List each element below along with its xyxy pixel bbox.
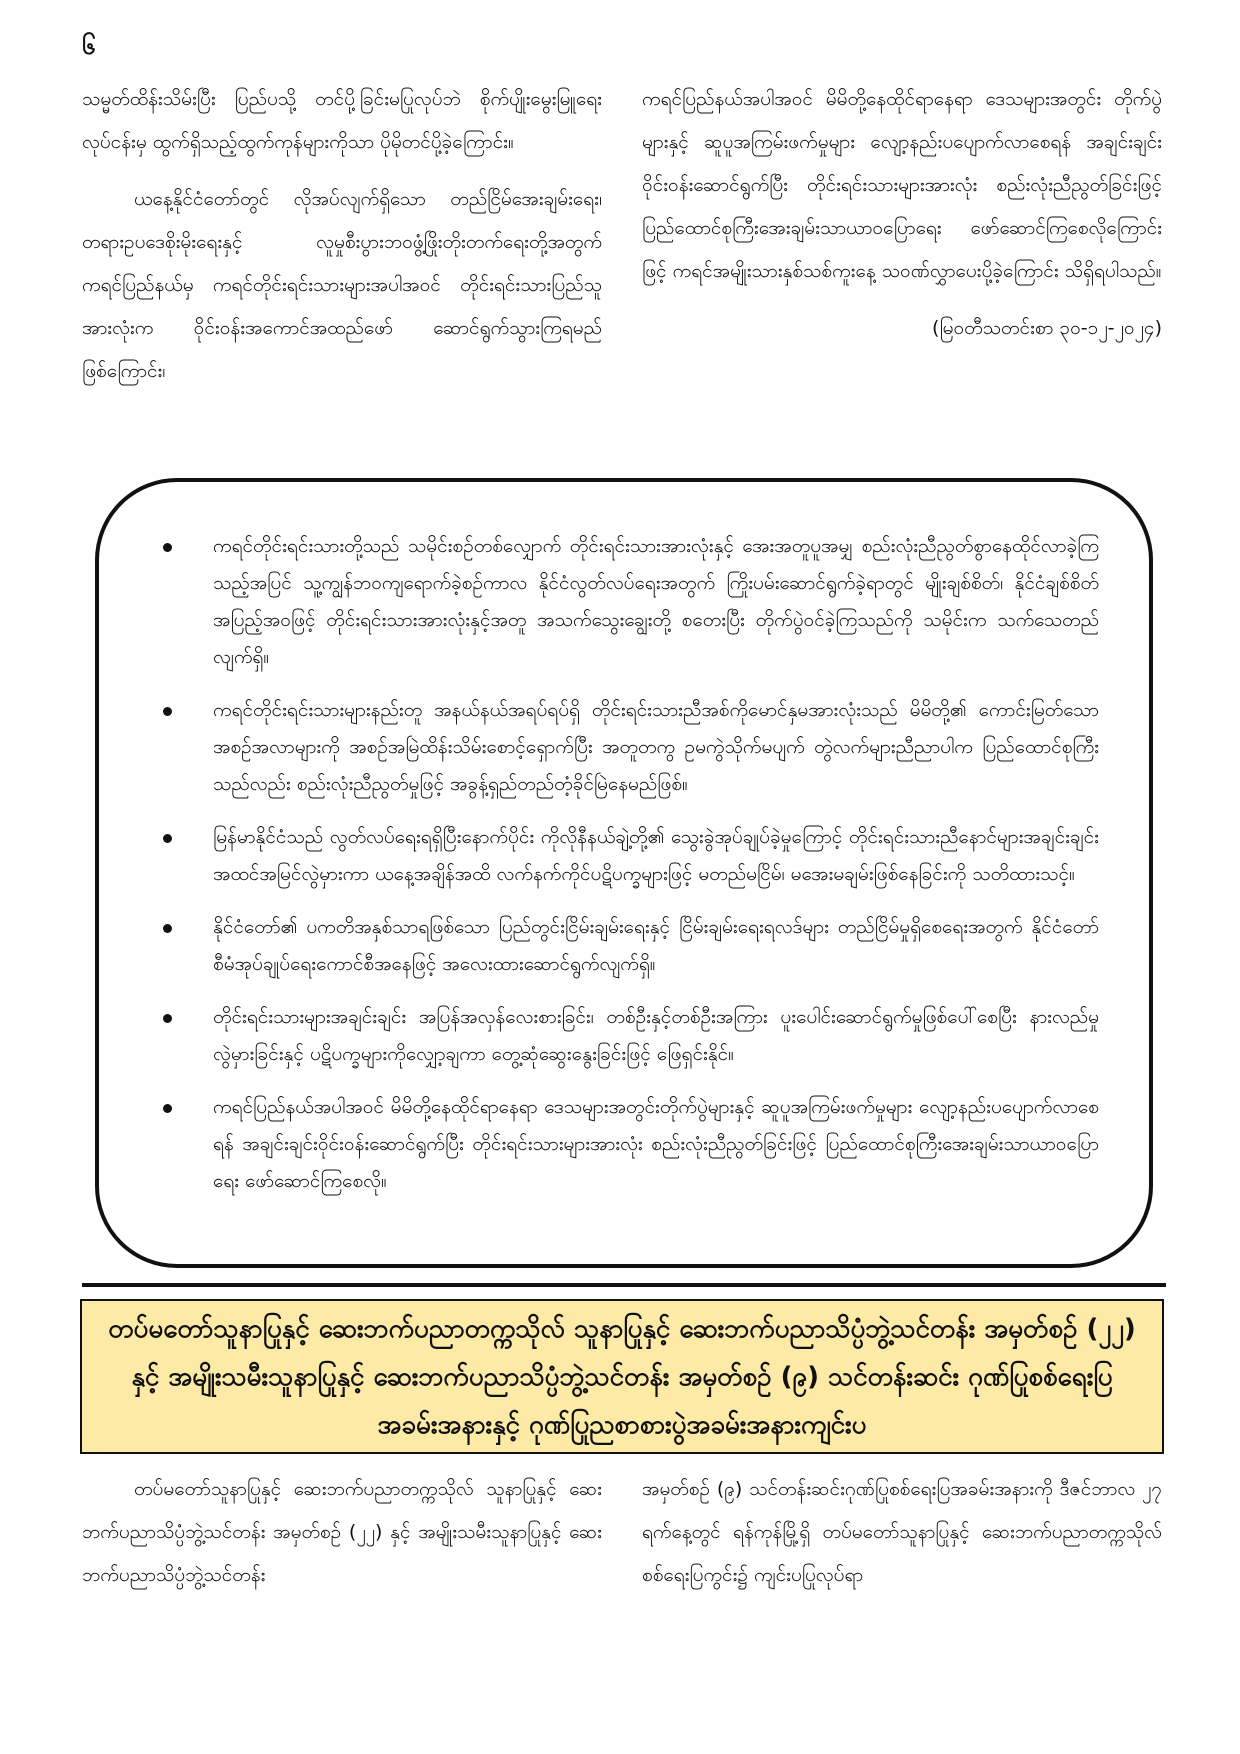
paragraph: တပ်မတော်သူနာပြုနှင့် ဆေးဘက်ပညာတက္ကသိုလ် သူနာပြုနှင့် ဆေးဘက်ပညာသိပ္ပံဘွဲ့သင်တန်း အမှတ်စဉ် (၂၂) နှင့် အမျိုးသမီးသူနာပြုနှင့် ဆေးဘက်ပညာသိပ္ပံဘွဲ့သင်တန်း — [82, 1478, 602, 1586]
list-item — [149, 999, 1099, 1073]
headline-title: တပ်မတော်သူနာပြုနှင့် ဆေးဘက်ပညာတက္ကသိုလ် သူနာပြုနှင့် ဆေးဘက်ပညာသိပ္ပံဘွဲ့သင်တန်း အမှတ်စဉ် (၂၂) နှင့် အမျိုးသမီးသူနာပြုနှင့် ဆေးဘက်ပညာသိပ္ပံဘွဲ့သင်တန်း အမှတ်စဉ် (၉) သင်တန်းဆင်း ဂုဏ်ပြုစစ်ရေးပြအခမ်းအနားနှင့် ဂုဏ်ပြုညစာစားပွဲအခမ်းအနားကျင်းပ — [108, 1313, 1136, 1440]
paragraph: အမှတ်စဉ် (၉) သင်တန်းဆင်းဂုဏ်ပြုစစ်ရေးပြအခမ်းအနားကို ဒီဇင်ဘာလ ၂၇ ရက်နေ့တွင် ရန်ကုန်မြို့ရှိ တပ်မတော်သူနာပြုနှင့် ဆေးဘက်ပညာတက္ကသိုလ် စစ်ရေးပြကွင်း၌ ကျင်းပပြုလုပ်ရာ — [642, 1478, 1162, 1586]
list-item-text: တိုင်းရင်းသားများအချင်းချင်း အပြန်အလှန်လေးစားခြင်း၊ တစ်ဦးနှင့်တစ်ဦးအကြား ပူးပေါင်းဆောင်ရွက်မှုဖြစ်ပေါ်စေပြီး နားလည်မှုလွဲမှားခြင်းနှင့် ပဋိပက္ခများကိုလျှော့ချကာ တွေ့ဆုံဆွေးနွေးခြင်းဖြင့် ဖြေရှင်းနိုင်။ — [213, 1006, 1099, 1065]
list-item-text: ကရင်ပြည်နယ်အပါအဝင် မိမိတို့နေထိုင်ရာနေရာ ဒေသများအတွင်းတိုက်ပွဲများနှင့် ဆူပူအကြမ်းဖက်မှုများ လျော့နည်းပပျောက်လာစေရန် အချင်းချင်းဝိုင်းဝန်းဆောင်ရွက်ပြီး တိုင်းရင်းသားများအားလုံး စည်းလုံးညီညွတ်ခြင်းဖြင့် ပြည်ထောင်စုကြီးအေးချမ်းသာယာဝပြောရေး ဖော်ဆောင်ကြစေလို။ — [213, 1096, 1099, 1192]
bottom-left-column — [82, 1468, 602, 1738]
bullet-icon — [163, 543, 172, 552]
bullet-icon — [163, 834, 172, 843]
list-item — [149, 692, 1099, 803]
top-right-column — [642, 78, 1162, 478]
list-item — [149, 909, 1099, 983]
list-item — [149, 528, 1099, 676]
paragraph: ယနေ့နိုင်ငံတော်တွင် လိုအပ်လျက်ရှိသော တည်ငြိမ်အေးချမ်းရေး၊ တရားဥပဒေစိုးမိုးရေးနှင့် လူမှုစီးပွားဘဝဖွံ့ဖြိုးတိုးတက်ရေးတို့အတွက် ကရင်ပြည်နယ်မှ ကရင်တိုင်းရင်းသားများအပါအဝင် တိုင်းရင်းသားပြည်သူအားလုံးက ဝိုင်းဝန်းအကောင်အထည်ဖော် ဆောင်ရွက်သွားကြရမည်ဖြစ်ကြောင်း၊ — [82, 188, 602, 382]
list-item — [149, 1089, 1099, 1200]
list-item-text: မြန်မာနိုင်ငံသည် လွတ်လပ်ရေးရရှိပြီးနောက်ပိုင်း ကိုလိုနီနယ်ချဲ့တို့၏ သွေးခွဲအုပ်ချုပ်ခဲ့မှုကြောင့် တိုင်းရင်းသားညီနောင်များအချင်းချင်း အထင်အမြင်လွဲမှားကာ ယနေ့အချိန်အထိ လက်နက်ကိုင်ပဋိပက္ခများဖြင့် မတည်မငြိမ်၊ မအေးမချမ်းဖြစ်နေခြင်းကို သတိထားသင့်။ — [213, 826, 1099, 885]
source-citation: (မြဝတီသတင်းစာ ၃၀-၁၂-၂၀၂၄) — [932, 317, 1162, 339]
paragraph: ကရင်ပြည်နယ်အပါအဝင် မိမိတို့နေထိုင်ရာနေရာ ဒေသများအတွင်း တိုက်ပွဲများနှင့် ဆူပူအကြမ်းဖက်မှုများ လျော့နည်းပပျောက်လာစေရန် အချင်းချင်းဝိုင်းဝန်းဆောင်ရွက်ပြီး တိုင်းရင်းသားများအားလုံး စည်းလုံးညီညွတ်ခြင်းဖြင့် ပြည်ထောင်စုကြီးအေးချမ်းသာယာဝပြောရေး ဖော်ဆောင်ကြစေလိုကြောင်းဖြင့် ကရင်အမျိုးသားနှစ်သစ်ကူးနေ့ သဝဏ်လွှာပေးပို့ခဲ့ကြောင်း သိရှိရပါသည်။ — [642, 88, 1162, 282]
top-article — [82, 78, 1162, 478]
bullet-icon — [163, 924, 172, 933]
summary-list — [149, 528, 1099, 1200]
top-left-column — [82, 78, 602, 478]
bullet-icon — [163, 1014, 172, 1023]
summary-box — [95, 478, 1153, 1268]
bottom-right-column — [642, 1468, 1162, 1738]
bullet-icon — [163, 1104, 172, 1113]
bullet-icon — [163, 707, 172, 716]
list-item-text: နိုင်ငံတော်၏ ပကတိအနှစ်သာရဖြစ်သော ပြည်တွင်းငြိမ်းချမ်းရေးနှင့် ငြိမ်းချမ်းရေးရလဒ်များ တည်ငြိမ်မှုရှိစေရေးအတွက် နိုင်ငံတော်စီမံအုပ်ချုပ်ရေးကောင်စီအနေဖြင့် အလေးထားဆောင်ရွက်လျက်ရှိ။ — [213, 916, 1099, 975]
list-item-text: ကရင်တိုင်းရင်းသားများနည်းတူ အနယ်နယ်အရပ်ရပ်ရှိ တိုင်းရင်းသားညီအစ်ကိုမောင်နှမအားလုံးသည် မိမိတို့၏ ကောင်းမြတ်သောအစဉ်အလာများကို အစဉ်အမြဲထိန်းသိမ်းစောင့်ရှောက်ပြီး အတူတကွ ဥမကွဲသိုက်မပျက် တွဲလက်များညီညာပါက ပြည်ထောင်စုကြီးသည်လည်း စည်းလုံးညီညွတ်မှုဖြင့် အခွန့်ရှည်တည်တံ့ခိုင်မြဲနေမည်ဖြစ်။ — [213, 699, 1099, 795]
section-divider — [82, 1283, 1166, 1287]
list-item-text: ကရင်တိုင်းရင်းသားတို့သည် သမိုင်းစဉ်တစ်လျှောက် တိုင်းရင်းသားအားလုံးနှင့် အေးအတူပူအမျှ စည်းလုံးညီညွတ်စွာနေထိုင်လာခဲ့ကြသည့်အပြင် သူ့ကျွန်ဘဝကျရောက်ခဲ့စဉ်ကာလ နိုင်ငံလွတ်လပ်ရေးအတွက် ကြိုးပမ်းဆောင်ရွက်ခဲ့ရာတွင် မျိုးချစ်စိတ်၊ နိုင်ငံချစ်စိတ်အပြည့်အဝဖြင့် တိုင်းရင်းသားအားလုံးနှင့်အတူ အသက်သွေးချွေးတို့ စတေးပြီး တိုက်ပွဲဝင်ခဲ့ကြသည်ကို သမိုင်းက သက်သေတည်လျက်ရှိ။ — [213, 535, 1099, 668]
list-item — [149, 819, 1099, 893]
paragraph: သမ္မတ်ထိန်းသိမ်းပြီး ပြည်ပသို့ တင်ပို့ခြင်းမပြုလုပ်ဘဲ စိုက်ပျိုးမွေးမြူရေးလုပ်ငန်းမှ ထွက်ရှိသည့်ထွက်ကုန်များကိုသာ ပိုမိုတင်ပို့ခဲ့ကြောင်း။ — [82, 88, 602, 153]
bottom-article — [82, 1468, 1162, 1738]
page-number: ၆ — [82, 32, 96, 60]
headline-box — [80, 1299, 1164, 1454]
